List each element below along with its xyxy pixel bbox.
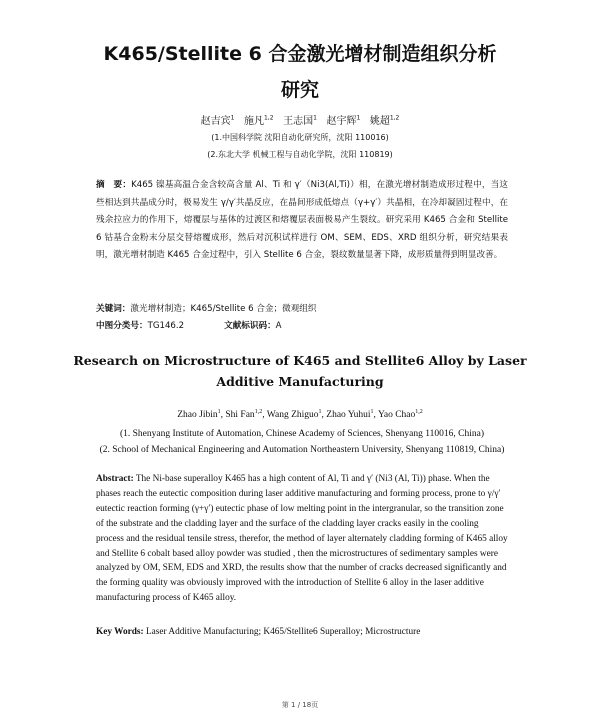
chinese-keywords-text: 激光增材制造；K465/Stellite 6 合金；微观组织 xyxy=(130,304,317,314)
chinese-author-list xyxy=(0,112,600,127)
page-number: 第 1 / 18页 xyxy=(281,701,319,709)
chinese-affiliation-1: (1.中国科学院 沈阳自动化研究所，沈阳 110016) xyxy=(211,133,389,142)
classification-label: 中图分类号： xyxy=(96,321,148,331)
chinese-abstract-label: 摘 要： xyxy=(96,180,132,190)
classification-line xyxy=(96,319,508,331)
chinese-title-line-2: 研究 xyxy=(280,79,319,101)
english-title-line-2: Additive Manufacturing xyxy=(216,374,384,389)
author-en: Zhao Jibin$^1$ xyxy=(177,408,221,420)
chinese-abstract xyxy=(96,177,508,265)
english-affiliations xyxy=(96,427,508,458)
author-en: Shi Fan$^{1,2}$ xyxy=(225,408,263,420)
english-abstract xyxy=(96,472,508,606)
author-cn: 施凡$^{1,2}$ xyxy=(243,114,274,127)
english-author-list: Zhao Jibin$^1$, Shi Fan$^{1,2}$, Wang Zhiguo$^1$, Zhao Yuhui$^1$, Yao Chao$^{1,2}$ xyxy=(177,408,423,420)
doc-code-label: 文献标识码： xyxy=(224,321,276,331)
classification-value: TG146.2 xyxy=(147,321,185,331)
english-keywords xyxy=(96,627,516,637)
author-en: Zhao Yuhui$^1$ xyxy=(326,408,374,420)
english-title xyxy=(60,350,540,392)
english-affiliation-2: (2. School of Mechanical Engineering and Automation Northeastern University, Shenyang 110819, China) xyxy=(99,444,505,455)
doc-code-value: A xyxy=(275,321,282,331)
english-keywords-text: Laser Additive Manufacturing; K465/Stellite6 Superalloy; Microstructure xyxy=(145,627,421,637)
chinese-keywords-label: 关键词： xyxy=(96,304,131,314)
english-abstract-label: Abstract: xyxy=(96,474,134,484)
chinese-title-line-1: K465/Stellite 6 合金激光增材制造组织分析 xyxy=(103,43,497,65)
english-title-line-1: Research on Microstructure of K465 and Stellite6 Alloy by Laser xyxy=(73,353,527,368)
chinese-keywords xyxy=(96,302,508,314)
author-cn: 赵吉宾$^1$ xyxy=(200,114,235,127)
author-en: Yao Chao$^{1,2}$ xyxy=(377,408,423,420)
chinese-abstract-text: K465 镍基高温合金含较高含量 Al、Ti 和 γ′（Ni3(Al,Ti)）相，在激光增材制造成形过程中，当这些相达到共晶成分时，极易发生 γ/γ′共晶反应，在晶间形成低熔点（γ+γ′）共晶相，在冷却凝固过程中，在残余拉应力的作用下，熔覆层与基体的过渡区和熔覆层表面极易产生裂纹。研究采用 K465 合金和 Stellite 6 钴基合金粉末分层交替熔覆成形，然后对沉积试样进行 OM、SEM、EDS、XRD 组织分析，研究结果表明，激光增材制造 K465 合金过程中，引入 Stellite 6 合金，裂纹数量显著下降，成形质量得到明显改善。 xyxy=(96,180,508,260)
english-keywords-label: Key Words: xyxy=(96,627,144,637)
author-cn: 姚超$^{1,2}$ xyxy=(369,114,400,127)
author-cn: 赵宇辉$^1$ xyxy=(326,114,361,127)
author-cn: 王志国$^1$ xyxy=(283,114,317,127)
english-affiliation-1: (1. Shenyang Institute of Automation, Chinese Academy of Sciences, Shenyang 110016, China) xyxy=(119,429,484,439)
chinese-affiliation-2: (2.东北大学 机械工程与自动化学院，沈阳 110819) xyxy=(207,150,393,159)
english-abstract-text: The Ni-base superalloy K465 has a high content of Al, Ti and γ′ (Ni3 (Al, Ti)) phase. When the phases reach the eutectic composition during laser additive manufacturing and forming process, prone to γ/γ′ eutectic reaction forming (γ+γ′) eutectic phase of low melting point in the intergranular, so the transition zone of the substrate and the cladding layer and the surface of the cladding layer cracks easily in the cooling process and the residual tensile stress, therefor, the method of layer alternately cladding forming of K465 alloy and Stellite 6 cobalt based alloy powder was studied , then the microstructures of sedimentary samples were analyzed by OM, SEM, EDS and XRD, the results show that the number of cracks decreased significantly and the forming quality was obviously improved with the introduction of Stellite 6 alloy in the laser additive manufacturing process of K465 alloy. xyxy=(96,474,508,604)
author-en: Wang Zhiguo$^1$ xyxy=(266,408,322,420)
